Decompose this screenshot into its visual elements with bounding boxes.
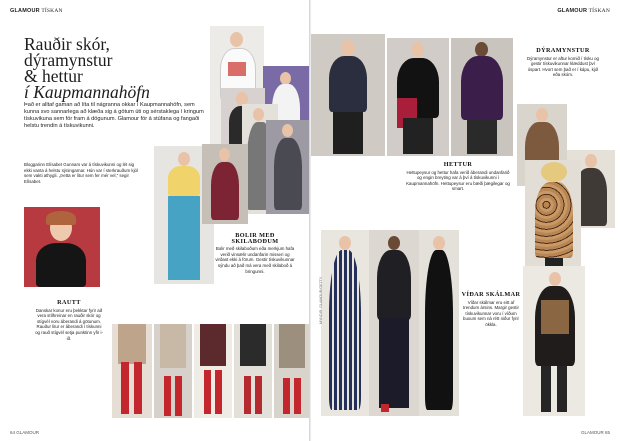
head (339, 236, 351, 250)
black-coat (377, 250, 411, 320)
dyramynstur-heading: DÝRAMYNSTUR (536, 47, 590, 54)
left-folio: 64 GLAMOUR (10, 430, 40, 435)
dyramynstur-text: Dýramynstur er aftur komið í tísku og gestir tískuvikunnar klæddust því óspart. Hvort sem það er í kápu, kjól eða skóm. (527, 55, 599, 78)
vidar-heading: VÍÐAR SKÁLMAR (461, 291, 521, 298)
photo-hoodie-2 (387, 38, 449, 156)
rautt-section (34, 300, 104, 341)
head (219, 148, 230, 161)
photo-leopard-3 (525, 160, 581, 278)
photo-red-boots-1 (112, 324, 152, 418)
red-boot-left (283, 378, 290, 414)
burgundy-outfit (211, 162, 239, 220)
photo-burgundy-look (202, 144, 248, 224)
photo-wide-trousers-2 (369, 230, 419, 416)
red-boot-right (215, 370, 222, 414)
head (433, 236, 445, 250)
hettur-text: Hettupeysur og hettur hafa verið áberandi undanfarið og engin breyting var á því á tískuvikunni í Kaupmannahöfn. Hettupeysur eru bæði þægilegar og smart. (406, 169, 510, 192)
red-boot-right (255, 376, 262, 414)
red-boot-right (134, 362, 142, 414)
hair (46, 211, 76, 225)
head (536, 108, 548, 122)
dyramynstur-section (525, 48, 601, 78)
left-page (4, 4, 310, 437)
photo-hoodie-1 (311, 34, 385, 156)
running-head-brand: GLAMOUR (557, 8, 588, 14)
blonde-hair (541, 162, 567, 182)
right-folio: GLAMOUR 65 (580, 430, 610, 435)
coat (160, 324, 186, 368)
rautt-heading: RAUTT (57, 299, 81, 306)
photo-red-boots-2 (154, 324, 192, 418)
head (282, 124, 293, 137)
bolir-heading: BOLIR MEÐ SKILABOÐUM (231, 232, 279, 245)
black-outfit (425, 250, 453, 410)
red-boot-right (294, 378, 301, 414)
intro-text: Það er alltaf gaman að líta til nágranna okkar í Kaupmannahöfn, sem kunna svo sannarlega að klæða sig á götum úti og sérstaklega í kringum tískuvikuna sem fór fram á dögunum. Glamour fór á stúfana og fangaði helstu trendin á tískuvikunni. (24, 102, 204, 129)
pants (467, 120, 497, 154)
running-head (10, 8, 63, 14)
hettur-heading: HETTUR (443, 161, 473, 168)
head (341, 40, 355, 56)
coat (240, 324, 266, 366)
coat (118, 324, 146, 364)
head (253, 108, 264, 121)
black-top (36, 243, 86, 287)
dark-coat (274, 138, 302, 210)
photo-leopard-4 (523, 266, 585, 416)
blogger-caption: Bloggarinn Elísabet Gunnars var á tískuvikunni og lét sig ekki vanta á helstu sýningarnar. Hún var í sterkrauðum kjól sem vakti athygli. „Þetta er litur sem fer mér vel,“ segir Elísabet. (24, 162, 138, 184)
pants (403, 118, 433, 154)
running-head-brand: GLAMOUR (10, 8, 40, 14)
right-page (311, 4, 616, 437)
coat (200, 324, 226, 366)
bolir-text: Bolir með skilaboðum eða merkjum hafa verið vinsælir undanfarin misseri og virðast ekki á förum. Gestir tískuvikunnar sýndu að það má vera með skilaboð á bringunni. (215, 246, 295, 274)
red-boot-right (175, 376, 182, 416)
head (475, 42, 488, 57)
sweater-graphic (228, 62, 246, 76)
red-boot-left (204, 370, 211, 414)
leg-right (557, 366, 567, 412)
striped-suit (329, 250, 361, 410)
photo-wide-trousers-3 (419, 230, 459, 416)
running-head-section: TÍSKAN (588, 8, 610, 14)
running-head (557, 8, 610, 14)
leopard-top (541, 300, 569, 334)
blue-pants (168, 196, 200, 280)
photo-coat-look (266, 120, 310, 214)
title-line-1: Rauðir skór, (24, 34, 110, 54)
vidar-text: Víðar skálmar eru eitt af trendum ársins. Margir gestir tískuvikunnar voru í víðum buxum sem ná rétt niður fyrir ökkla. (463, 299, 519, 327)
rautt-text: Danskar konur eru þekktar fyrir að vera stílhreinar en rauðir skór og stígvél voru áberandi á götunum. Rauður litur er áberandi í tískunni og rauð stígvél setja punktinn yfir i-ið. (35, 307, 103, 341)
wide-pants (379, 318, 409, 408)
coat (279, 324, 305, 368)
photo-credit: MYNDIR: GLAMOUR/GETTY (319, 276, 323, 324)
head (178, 152, 190, 166)
photo-hoodie-3 (451, 38, 513, 156)
title-line-4: í Kaupmannahöfn (24, 82, 150, 102)
hettur-section (405, 162, 511, 192)
page-title (24, 36, 214, 100)
leopard-coat (535, 182, 573, 258)
head (388, 236, 400, 250)
bolir-section (214, 233, 296, 274)
navy-hoodie (329, 56, 367, 112)
head (230, 32, 243, 47)
head (585, 154, 597, 168)
printed-tshirt (168, 166, 200, 196)
head (411, 42, 424, 57)
vidar-section (461, 292, 521, 328)
pants (333, 112, 363, 154)
photo-red-boots-4 (234, 324, 272, 418)
red-boot-left (244, 376, 251, 414)
red-boot-left (121, 362, 129, 414)
photo-wide-trousers-1 (321, 230, 369, 416)
red-shoe (381, 404, 389, 412)
title-line-2: dýramynstur (24, 50, 113, 70)
red-boot-left (164, 376, 171, 416)
photo-blogger-portrait (24, 207, 100, 287)
purple-hoodie (461, 56, 503, 120)
leg-left (541, 366, 551, 412)
title-line-3: & hettur (24, 66, 83, 86)
head (549, 272, 561, 286)
photo-red-boots-3 (194, 324, 232, 418)
photo-red-boots-5 (274, 324, 310, 418)
running-head-section: TÍSKAN (41, 8, 63, 14)
